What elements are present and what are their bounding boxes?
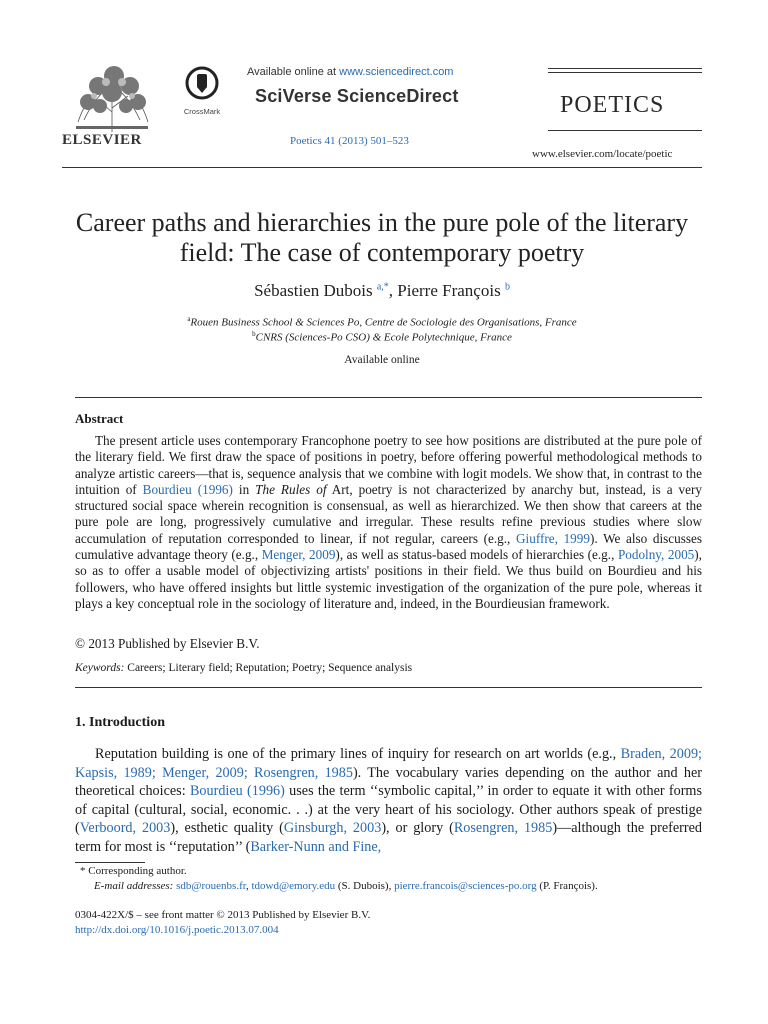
available-online-line: [247, 66, 453, 78]
author-separator: ,: [388, 281, 398, 300]
journal-rule-top-2: [548, 72, 702, 73]
abstract-body: [75, 433, 702, 612]
abstract-text: ). We also discusses cumulative advantage theory (e.g.,: [75, 530, 702, 563]
abstract-text: The present article uses contemporary Francophone poetry to see how positions are distributed at the pure pole of the literary field. We first draw the space of positions in poetry, before offering powerful methodological methods to analyze artistic careers—that is, sequence analysis that we combine with logit models. We show that, in contrast to the intuition of: [75, 433, 702, 497]
reference-link[interactable]: Menger, 2009: [261, 547, 336, 563]
abstract-text: ), as well as status-based models of hierarchies (e.g.,: [335, 547, 618, 563]
crossmark-label: CrossMark: [183, 107, 221, 116]
keywords-line: [75, 662, 412, 674]
email-separator: ,: [245, 880, 252, 892]
abstract-bottom-rule: [75, 687, 702, 688]
publisher-name: ELSEVIER: [62, 132, 142, 148]
affil-marker: b: [252, 330, 256, 338]
journal-rule-top: [548, 68, 702, 69]
reference-link[interactable]: Podolny, 2005: [617, 547, 695, 563]
abstract-heading: Abstract: [75, 411, 124, 426]
email-owner: (P. François).: [536, 880, 598, 892]
author-name: Pierre François: [397, 281, 501, 300]
intro-text: ). The vocabulary varies depending on the author and her theoretical choices:: [75, 764, 702, 800]
platform-name: SciVerse ScienceDirect: [255, 86, 459, 106]
abstract-text: ), so as to offer a usable model of objectivizing artists' positions in their field. We thus build on Bourdieu and his followers, who have offered insights but little systemic investigation of the organization of the pure pole, whereas it plays a key conceptual role in the sociology of literature and, indeed, in the Bourdieusian framework.: [75, 547, 702, 611]
author-name: Sébastien Dubois: [254, 281, 373, 300]
reference-link[interactable]: Bourdieu (1996): [142, 481, 233, 497]
section-heading: 1. Introduction: [75, 715, 165, 730]
article-title: Career paths and hierarchies in the pure pole of the literary field: The case of contemporary poetry: [75, 208, 689, 267]
intro-text: Reputation building is one of the primary lines of inquiry for research on art worlds (e.g.,: [95, 746, 621, 762]
reference-link[interactable]: Braden, 2009; Kapsis, 1989; Menger, 2009; Rosengren, 1985: [75, 746, 702, 781]
reference-link[interactable]: Bourdieu (1996): [189, 783, 285, 800]
affil-text: CNRS (Sciences-Po CSO) & Ecole Polytechnique, France: [255, 331, 512, 344]
intro-paragraph: [75, 745, 702, 857]
author-line: [62, 281, 702, 301]
copyright-line: © 2013 Published by Elsevier B.V.: [75, 636, 260, 651]
email-addresses: [94, 880, 598, 892]
intro-text: )—although the preferred term for most is ‘‘reputation’’ (: [75, 820, 703, 855]
abstract-text: in: [232, 481, 256, 497]
availability-note: Available online: [344, 354, 420, 366]
author-affil-marker[interactable]: b: [504, 281, 510, 293]
affiliation-b: [62, 330, 702, 344]
affil-marker: a: [187, 315, 191, 323]
journal-title: POETICS: [560, 92, 665, 118]
sciencedirect-link[interactable]: www.sciencedirect.com: [339, 66, 454, 78]
abstract-top-rule: [75, 397, 702, 398]
reference-link[interactable]: Verboord, 2003: [79, 820, 171, 837]
reference-link[interactable]: Barker-Nunn and Fine,: [250, 838, 382, 855]
intro-text: ), esthetic quality (: [170, 820, 284, 837]
reference-link[interactable]: Giuffre, 1999: [516, 530, 590, 546]
corresponding-author-note: * Corresponding author.: [80, 865, 187, 877]
intro-text: uses the term ‘‘symbolic capital,’’ in order to equate it with other forms of capital (cultural, social, economic. . .) at the very heart of his sociology. Other authors speak of prestige (: [75, 783, 702, 837]
email-owner: (S. Dubois),: [335, 880, 395, 892]
doi-link[interactable]: http://dx.doi.org/10.1016/j.poetic.2013.07.004: [75, 924, 279, 936]
keywords-label: Keywords:: [75, 662, 125, 674]
keywords-list: Careers; Literary field; Reputation; Poetry; Sequence analysis: [124, 662, 413, 674]
affiliation-a: [62, 315, 702, 329]
book-title: The Rules of: [255, 481, 327, 497]
email-link[interactable]: tdowd@emory.edu: [251, 880, 336, 892]
journal-url[interactable]: www.elsevier.com/locate/poetic: [532, 148, 673, 160]
intro-text: ), or glory (: [381, 820, 454, 837]
crossmark-badge[interactable]: [180, 66, 224, 116]
email-link[interactable]: sdb@rouenbs.fr: [176, 880, 246, 892]
abstract-text: Art, poetry is not characterized by anarchy but, instead, is a very structured social space wherein recognition is consensual, as well as hierarchized. We then show that careers at the pure pole are long, progressively cumulative and irregular. These results refine previous studies where slow accumulation of reputation corresponded to linear, if not regular, careers (e.g.,: [75, 481, 702, 546]
available-prefix: Available online at: [247, 66, 340, 78]
reference-link[interactable]: Rosengren, 1985: [453, 820, 553, 837]
header-divider: [62, 167, 702, 168]
email-label: E-mail addresses:: [94, 880, 174, 892]
affil-text: Rouen Business School & Sciences Po, Centre de Sociologie des Organisations, France: [190, 316, 577, 329]
front-matter-note: 0304-422X/$ – see front matter © 2013 Published by Elsevier B.V.: [75, 909, 371, 921]
journal-rule-bottom: [548, 130, 702, 131]
footnote-rule: [75, 862, 145, 863]
author-affil-marker[interactable]: a,*: [376, 281, 389, 293]
crossmark-icon: [185, 66, 219, 100]
email-link[interactable]: pierre.francois@sciences-po.org: [394, 880, 537, 892]
citation-link[interactable]: Poetics 41 (2013) 501–523: [290, 135, 409, 147]
reference-link[interactable]: Ginsburgh, 2003: [283, 820, 382, 837]
